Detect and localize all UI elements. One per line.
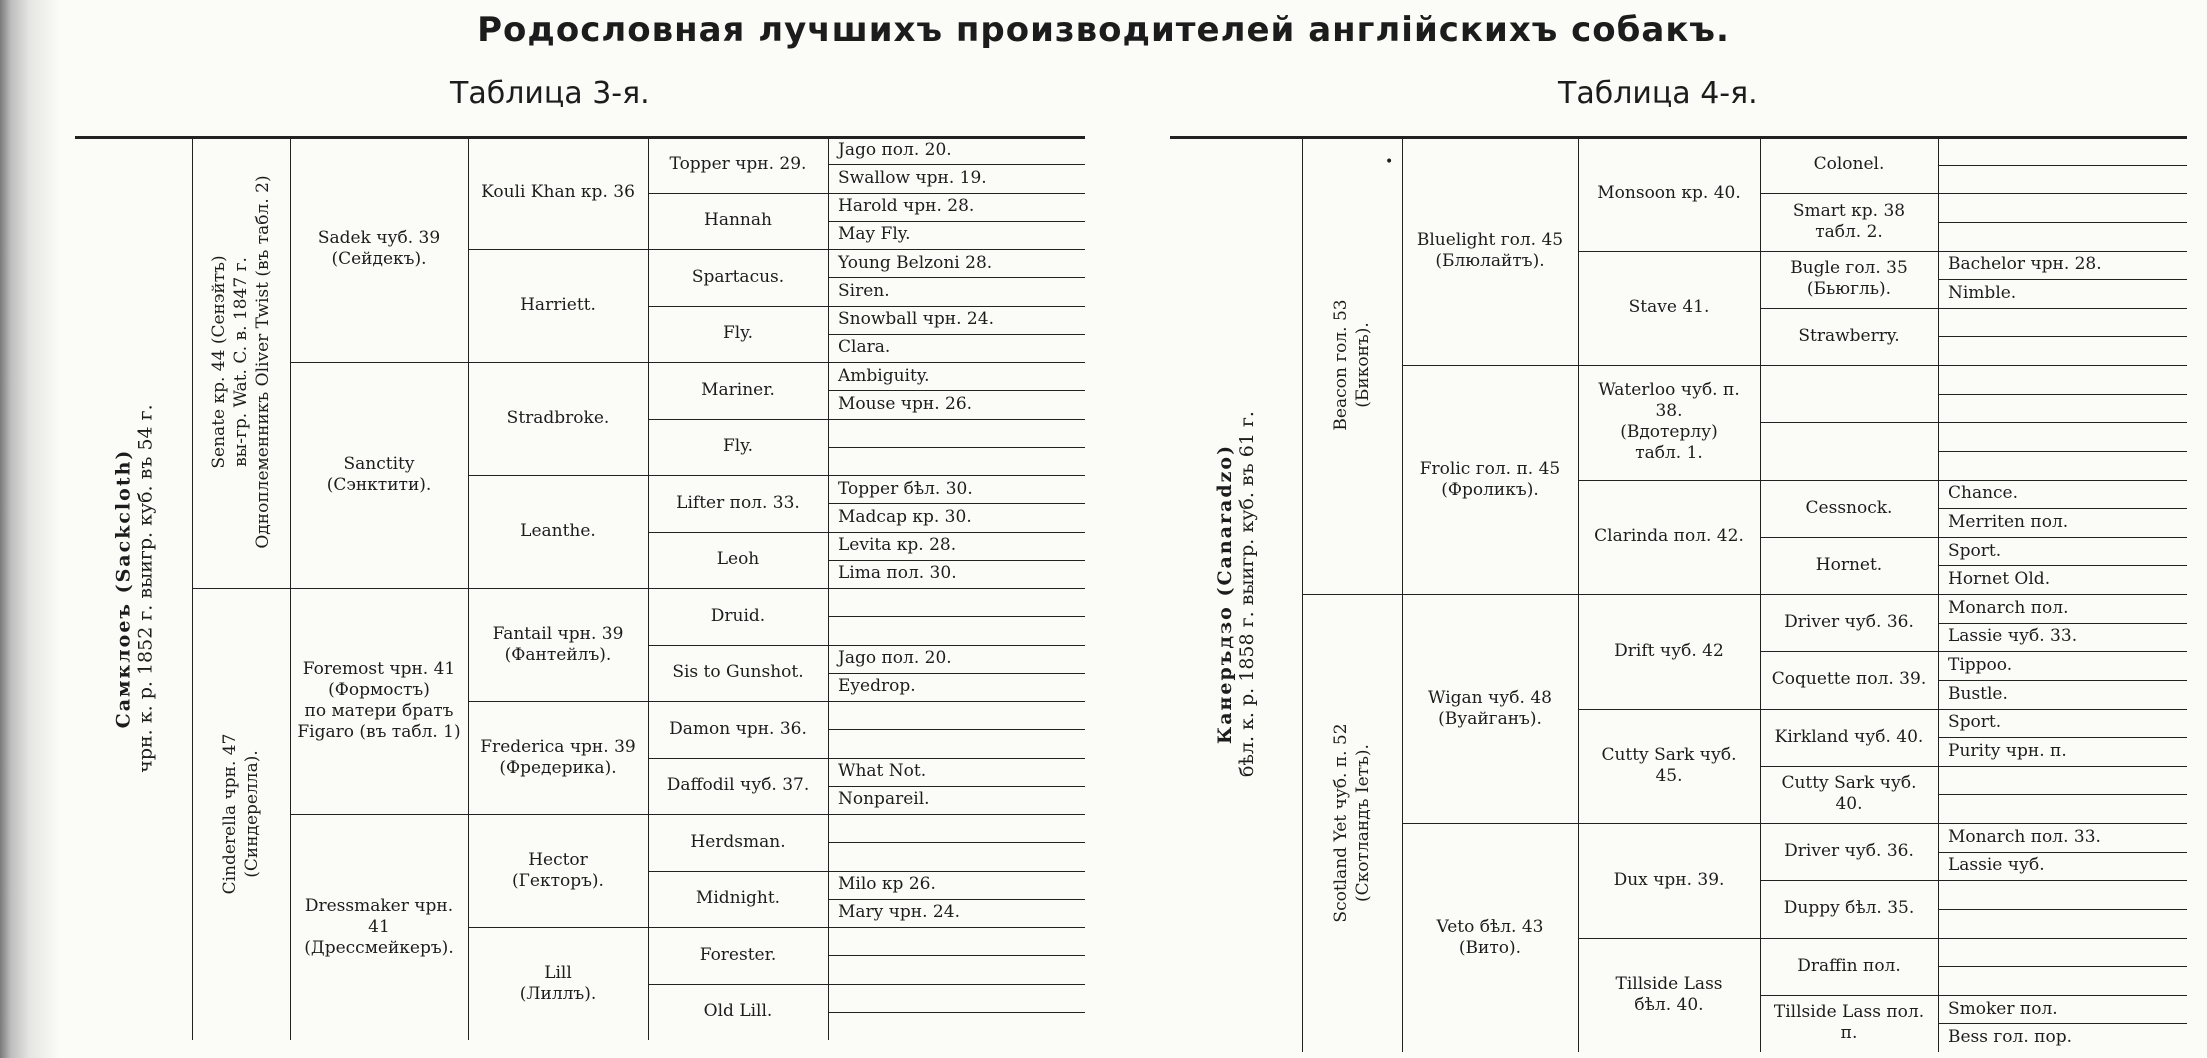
table4-ancestor-g4 — [1760, 938, 1938, 995]
table3-ancestor-g5 — [828, 136, 1085, 164]
entry-line: Sanctity — [343, 454, 415, 474]
entry-line: Monsoon кр. 40. — [1597, 182, 1741, 203]
entry-line: Mariner. — [701, 379, 775, 400]
table4-grandparent — [1402, 365, 1578, 594]
entry-line: Stave 41. — [1628, 297, 1710, 318]
entry-line: 45. — [1655, 765, 1683, 786]
table3-ancestor-g5 — [828, 616, 1085, 644]
entry-line: Sadek чуб. 39 — [317, 228, 441, 248]
entry-line: Harriett. — [520, 295, 596, 315]
table3-grandparent — [290, 362, 468, 588]
entry-line: Eyedrop. — [838, 676, 916, 697]
entry-line: Bess гол. пор. — [1948, 1027, 2073, 1048]
scan-speck: • — [1385, 154, 1394, 170]
table4-ancestor-g5 — [1938, 651, 2187, 680]
table3-ancestor-g5 — [828, 871, 1085, 899]
entry-line: (Скотландъ Іетъ). — [1353, 744, 1373, 902]
table4-ancestor-g5 — [1938, 966, 2187, 995]
entry-line: Bachelor чрн. 28. — [1948, 254, 2102, 275]
entry-line: Foremost чрн. 41 — [302, 659, 456, 679]
table3-ancestor-g5 — [828, 503, 1085, 531]
table4-ancestor-g4 — [1760, 995, 1938, 1052]
entry-line: Young Belzoni 28. — [838, 252, 993, 273]
table4-ancestor-g5 — [1938, 251, 2187, 280]
table3-ancestor-g5 — [828, 701, 1085, 729]
entry-line: Scotland Yet чуб. п. 52 — [1331, 723, 1351, 923]
table3-great-grandparent — [468, 362, 648, 475]
entry-line: Bustle. — [1948, 683, 2008, 704]
table3-ancestor-g4 — [648, 701, 828, 758]
table3-great-grandparent — [468, 814, 648, 927]
table4-ancestor-g5 — [1938, 909, 2187, 938]
sire-name: Самклоеъ (Sackcloth) — [111, 448, 134, 728]
table4-ancestor-g5 — [1938, 880, 2187, 909]
table4-ancestor-g5 — [1938, 623, 2187, 652]
sire-info: бѣл. к. р. 1858 г. выигр. куб. въ 61 г. — [1236, 411, 1258, 777]
entry-line: Frolic гол. п. 45 — [1419, 458, 1561, 479]
table3-ancestor-g4 — [648, 306, 828, 363]
table3-ancestor-g5 — [828, 984, 1085, 1012]
entry-line: Monarch пол. 33. — [1948, 826, 2101, 847]
table3-ancestor-g4 — [648, 249, 828, 306]
table3-great-grandparent — [468, 136, 648, 249]
table3-ancestor-g5 — [828, 560, 1085, 588]
table4-sire — [1170, 136, 1302, 1052]
table3-ancestor-g4 — [648, 758, 828, 815]
entry-line: Stradbroke. — [506, 408, 610, 428]
entry-line: Hornet. — [1815, 554, 1883, 575]
entry-line: 41 — [368, 916, 390, 937]
entry-line: Mary чрн. 24. — [838, 902, 960, 923]
table4-grandparent — [1402, 136, 1578, 365]
entry-line: Forester. — [699, 944, 777, 965]
table4-ancestor-g5 — [1938, 336, 2187, 365]
entry-line: Bluelight гол. 45 — [1416, 229, 1564, 250]
table4-ancestor-g4 — [1760, 136, 1938, 193]
entry-line: What Not. — [838, 761, 927, 782]
entry-line: (Блюлайтъ). — [1435, 250, 1545, 271]
entry-line: Fantail чрн. 39 — [492, 623, 624, 644]
entry-line: Hector — [528, 849, 588, 870]
table3-ancestor-g5 — [828, 249, 1085, 277]
table3-heading: Таблица 3-я. — [450, 76, 650, 111]
entry-line: бѣл. 40. — [1634, 994, 1704, 1015]
entry-line: Leanthe. — [520, 521, 596, 541]
table3-ancestor-g5 — [828, 221, 1085, 249]
table4-ancestor-g5 — [1938, 594, 2187, 623]
entry-line: Cutty Sark чуб. — [1781, 773, 1917, 794]
entry-line: п. — [1840, 1023, 1858, 1044]
table3-ancestor-g5 — [828, 306, 1085, 334]
table3-ancestor-g4 — [648, 588, 828, 645]
table4-ancestor-g4 — [1760, 766, 1938, 823]
entry-line: Duppy бѣл. 35. — [1783, 898, 1915, 919]
table3-ancestor-g5 — [828, 193, 1085, 221]
table4-great-grandparent — [1578, 136, 1760, 251]
entry-line: Strawberry. — [1798, 325, 1900, 346]
table4-ancestor-g5 — [1938, 766, 2187, 795]
entry-line: Senate кр. 44 (Сенэйтъ) — [209, 255, 229, 469]
table3-ancestor-g5 — [828, 447, 1085, 475]
entry-line: Midnight. — [695, 888, 781, 909]
table4-ancestor-g4 — [1760, 480, 1938, 537]
table3-ancestor-g4 — [648, 136, 828, 193]
table3-ancestor-g5 — [828, 277, 1085, 305]
table4-ancestor-g5 — [1938, 794, 2187, 823]
entry-line: Siren. — [838, 280, 890, 301]
entry-line: (Формостъ) — [328, 680, 430, 700]
entry-line: Cessnock. — [1805, 497, 1893, 518]
table4-ancestor-g5 — [1938, 508, 2187, 537]
entry-line: Lassie чуб. 33. — [1948, 626, 2078, 647]
table3-grandparent — [290, 588, 468, 814]
entry-line: Smoker пол. — [1948, 998, 2058, 1019]
entry-line: Lifter пол. 33. — [676, 492, 800, 513]
entry-line: (Фантейлъ). — [504, 644, 612, 665]
entry-line: Draffin пол. — [1797, 955, 1901, 976]
entry-line: Clara. — [838, 337, 891, 358]
table4-great-grandparent — [1578, 480, 1760, 595]
entry-line: Dux чрн. 39. — [1613, 869, 1725, 890]
entry-line: Figaro (въ табл. 1) — [297, 722, 461, 742]
table3-great-grandparent — [468, 588, 648, 701]
table3-ancestor-g4 — [648, 871, 828, 928]
entry-line: Milo кр 26. — [838, 874, 936, 895]
entry-line: Fly. — [723, 436, 753, 457]
entry-line: Frederica чрн. 39 — [480, 736, 636, 757]
entry-line: вы-гр. Wat. C. в. 1847 г. — [231, 257, 251, 467]
table4-ancestor-g5 — [1938, 279, 2187, 308]
table4-ancestor-g5 — [1938, 308, 2187, 337]
table3-great-grandparent — [468, 249, 648, 362]
table4-great-grandparent — [1578, 709, 1760, 824]
table3-ancestor-g4 — [648, 927, 828, 984]
entry-line: Waterloo чуб. п. — [1598, 380, 1740, 401]
entry-line: Druid. — [710, 605, 766, 626]
table4-ancestor-g5 — [1938, 737, 2187, 766]
entry-line: Cinderella чрн. 47 — [220, 733, 240, 895]
entry-line: Fly. — [723, 323, 753, 344]
table4-ancestor-g4 — [1760, 308, 1938, 365]
table3-ancestor-g5 — [828, 645, 1085, 673]
entry-line: Snowball чрн. 24. — [838, 309, 994, 330]
entry-line: Coquette пол. 39. — [1771, 669, 1927, 690]
table3-ancestor-g5 — [828, 758, 1085, 786]
table4-ancestor-g5 — [1938, 222, 2187, 251]
table4-great-grandparent — [1578, 251, 1760, 366]
entry-line: табл. 2. — [1815, 221, 1883, 242]
table3-grandparent — [290, 814, 468, 1040]
entry-line: Ambiguity. — [838, 365, 930, 386]
entry-line: (Фроликъ). — [1441, 479, 1539, 500]
entry-line: Swallow чрн. 19. — [838, 167, 987, 188]
entry-line: Chance. — [1948, 483, 2019, 504]
entry-line: Monarch пол. — [1948, 597, 2069, 618]
entry-line: May Fly. — [838, 224, 911, 245]
entry-line: Beacon гол. 53 — [1331, 299, 1351, 431]
table4-heading: Таблица 4-я. — [1558, 76, 1758, 111]
table3-ancestor-g5 — [828, 334, 1085, 362]
entry-line: (Бьюгль). — [1806, 279, 1892, 300]
table4-ancestor-g5 — [1938, 422, 2187, 451]
table4-grandparent — [1402, 594, 1578, 823]
table4-ancestor-g5 — [1938, 451, 2187, 480]
entry-line: (Фредерика). — [499, 757, 617, 778]
table3-ancestor-g5 — [828, 588, 1085, 616]
entry-line: Topper бѣл. 30. — [838, 478, 973, 499]
scan-edge-shadow — [0, 0, 60, 1058]
table4-ancestor-g4 — [1760, 193, 1938, 250]
entry-line: Hannah — [704, 210, 772, 231]
entry-line: Cutty Sark чуб. — [1601, 744, 1737, 765]
table3-ancestor-g5 — [828, 419, 1085, 447]
table4-ancestor-g5 — [1938, 165, 2187, 194]
table4-parent-1 — [1302, 136, 1402, 594]
table4-ancestor-g5 — [1938, 537, 2187, 566]
table4-ancestor-g5 — [1938, 852, 2187, 881]
table3-ancestor-g4 — [648, 532, 828, 589]
entry-line: Levita кр. 28. — [838, 535, 957, 556]
table4-ancestor-g4 — [1760, 422, 1938, 479]
table3-ancestor-g5 — [828, 532, 1085, 560]
table4-ancestor-g5 — [1938, 680, 2187, 709]
table3-grandparent — [290, 136, 468, 362]
table3-ancestor-g5 — [828, 842, 1085, 870]
entry-line: Driver чуб. 36. — [1784, 841, 1914, 862]
table4-ancestor-g5 — [1938, 709, 2187, 738]
entry-line: Dressmaker чрн. — [304, 895, 454, 916]
table4-grandparent — [1402, 823, 1578, 1052]
table3-great-grandparent — [468, 475, 648, 588]
entry-line: Merriten пол. — [1948, 511, 2069, 532]
table3-ancestor-g4 — [648, 419, 828, 476]
entry-line: Tillside Lass пол. — [1773, 1002, 1925, 1023]
entry-line: Drift чуб. 42 — [1614, 640, 1724, 661]
entry-line: Sport. — [1948, 540, 2002, 561]
table3-ancestor-g5 — [828, 390, 1085, 418]
table4-ancestor-g4 — [1760, 251, 1938, 308]
table4-great-grandparent — [1578, 365, 1760, 480]
entry-line: табл. 1. — [1635, 443, 1703, 464]
entry-line: Jago пол. 20. — [838, 139, 952, 160]
entry-line: 38. — [1655, 401, 1683, 422]
table4-ancestor-g4 — [1760, 537, 1938, 594]
entry-line: Kirkland чуб. 40. — [1774, 726, 1924, 747]
table3-ancestor-g5 — [828, 955, 1085, 983]
table3-great-grandparent — [468, 701, 648, 814]
entry-line: Purity чрн. п. — [1948, 740, 2067, 761]
table4-ancestor-g5 — [1938, 938, 2187, 967]
table3-ancestor-g5 — [828, 899, 1085, 927]
entry-line: Lassie чуб. — [1948, 855, 2045, 876]
table4-great-grandparent — [1578, 938, 1760, 1053]
table4-ancestor-g4 — [1760, 594, 1938, 651]
table3-parent-1 — [192, 136, 290, 588]
page-title: Родословная лучшихъ производителей англійскихъ собакъ. — [477, 10, 1730, 50]
entry-line: Madcap кр. 30. — [838, 506, 972, 527]
table4-ancestor-g5 — [1938, 365, 2187, 394]
table4-ancestor-g5 — [1938, 193, 2187, 222]
table3-ancestor-g4 — [648, 475, 828, 532]
table3-ancestor-g5 — [828, 362, 1085, 390]
table3-ancestor-g5 — [828, 164, 1085, 192]
table4-great-grandparent — [1578, 594, 1760, 709]
table4-ancestor-g5 — [1938, 480, 2187, 509]
table3-ancestor-g4 — [648, 645, 828, 702]
entry-line: Topper чрн. 29. — [669, 153, 807, 174]
sire-info: чрн. к. р. 1852 г. выигр. куб. въ 54 г. — [133, 403, 156, 773]
table4-ancestor-g5 — [1938, 823, 2187, 852]
table4-great-grandparent — [1578, 823, 1760, 938]
entry-line: (Сейдекъ). — [331, 249, 427, 269]
table4-ancestor-g4 — [1760, 823, 1938, 880]
entry-line: (Вуайганъ). — [1438, 708, 1542, 729]
table3-ancestor-g4 — [648, 814, 828, 871]
entry-line: Smart кр. 38 — [1792, 200, 1906, 221]
table4-ancestor-g5 — [1938, 565, 2187, 594]
entry-line: Damon чрн. 36. — [669, 718, 807, 739]
entry-line: (Лиллъ). — [519, 983, 597, 1004]
entry-line: Veto бѣл. 43 — [1436, 916, 1544, 937]
table3-ancestor-g5 — [828, 673, 1085, 701]
table4-ancestor-g5 — [1938, 136, 2187, 165]
entry-line: (Биконъ). — [1353, 322, 1373, 408]
table4-ancestor-g4 — [1760, 365, 1938, 422]
table3-ancestor-g5 — [828, 475, 1085, 503]
table3-great-grandparent — [468, 927, 648, 1040]
table4-parent-2 — [1302, 594, 1402, 1052]
table3-ancestor-g4 — [648, 193, 828, 250]
entry-line: Wigan чуб. 48 — [1428, 687, 1552, 708]
entry-line: Sis to Gunshot. — [672, 662, 804, 683]
entry-line: (Дрессмейкеръ). — [304, 937, 454, 958]
entry-line: 40. — [1835, 794, 1863, 815]
entry-line: Одноплеменникъ Oliver Twist (въ табл. 2) — [253, 175, 273, 549]
entry-line: Lima пол. 30. — [838, 563, 957, 584]
table3-ancestor-g5 — [828, 927, 1085, 955]
entry-line: Clarinda пол. 42. — [1594, 526, 1744, 547]
entry-line: Harold чрн. 28. — [838, 196, 975, 217]
entry-line: Hornet Old. — [1948, 569, 2051, 590]
entry-line: Colonel. — [1813, 154, 1885, 175]
entry-line: (Синдерелла). — [242, 750, 262, 878]
entry-line: Nonpareil. — [838, 789, 930, 810]
entry-line: Driver чуб. 36. — [1784, 612, 1914, 633]
table3-ancestor-g5 — [828, 814, 1085, 842]
table4-ancestor-g5 — [1938, 394, 2187, 423]
entry-line: Tillside Lass — [1615, 973, 1723, 994]
entry-line: (Гекторъ). — [512, 870, 604, 891]
table4-ancestor-g4 — [1760, 880, 1938, 937]
entry-line: Tippoo. — [1948, 655, 2013, 676]
sire-name: Канеръдзо (Canaradzo) — [1214, 443, 1236, 745]
table3-ancestor-g4 — [648, 362, 828, 419]
table4-ancestor-g4 — [1760, 709, 1938, 766]
entry-line: Nimble. — [1948, 282, 2017, 303]
entry-line: Leoh — [716, 549, 760, 570]
entry-line: Mouse чрн. 26. — [838, 393, 973, 414]
entry-line: Bugle гол. 35 — [1790, 258, 1908, 279]
table3-sire — [75, 136, 192, 1040]
table3-ancestor-g5 — [828, 729, 1085, 757]
entry-line: по матери братъ — [304, 701, 454, 721]
table3-parent-2 — [192, 588, 290, 1040]
entry-line: (Вдотерлу) — [1620, 422, 1718, 443]
entry-line: Herdsman. — [690, 831, 786, 852]
table3-ancestor-g5 — [828, 1012, 1085, 1040]
entry-line: Lill — [544, 962, 572, 983]
entry-line: (Сэнктити). — [326, 475, 432, 495]
table3-ancestor-g5 — [828, 786, 1085, 814]
table4-ancestor-g5 — [1938, 995, 2187, 1024]
entry-line: Old Lill. — [703, 1001, 773, 1022]
entry-line: (Вито). — [1458, 937, 1522, 958]
table4-ancestor-g5 — [1938, 1023, 2187, 1052]
table3-ancestor-g4 — [648, 984, 828, 1041]
entry-line: Kouli Khan кр. 36 — [481, 182, 635, 202]
entry-line: Spartacus. — [691, 266, 785, 287]
entry-line: Sport. — [1948, 712, 2002, 733]
entry-line: Jago пол. 20. — [838, 648, 952, 669]
entry-line: Daffodil чуб. 37. — [666, 775, 810, 796]
table4-ancestor-g4 — [1760, 651, 1938, 708]
